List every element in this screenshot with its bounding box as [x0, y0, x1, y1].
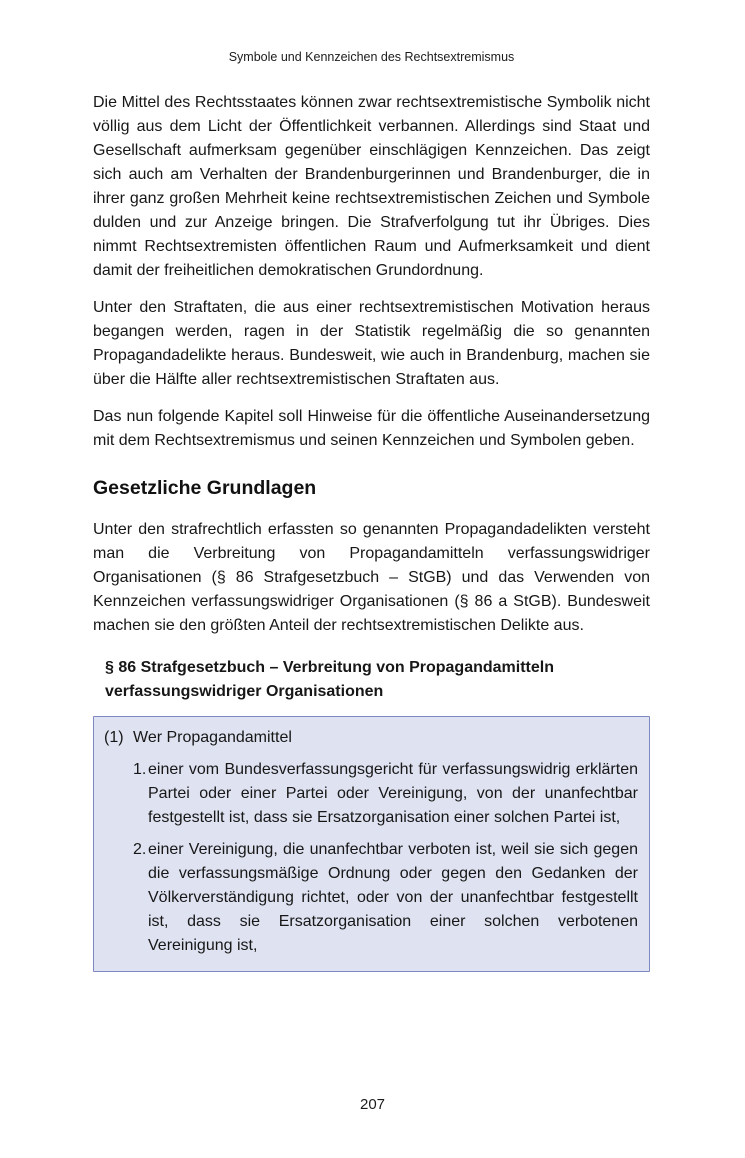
intro-paragraph-1: Die Mittel des Rechtsstaates können zwar rechtsextremistische Symbolik nicht völlig aus dem Licht der Öffentlichkeit verbannen. Allerdings sind Staat und Gesellschaft aufmerksam gegenüber einschlägigen Kennzeichen. Das zeigt sich auch am Verhalten der Brandenburgerinnen und Brandenburger, die in ihrer ganz großen Mehrheit keine rechtsextremistischen Zeichen und Symbole dulden und zur Anzeige bringen. Die Strafverfolgung tut ihr Übriges. Dies nimmt Rechtsextremisten öffentlichen Raum und Aufmerksamkeit und dient damit der freiheitlichen demokratischen Grundordnung.: [93, 94, 650, 279]
law-heading: § 86 Strafgesetzbuch – Verbreitung von Propagandamitteln verfassungswidriger Organisationen: [105, 659, 554, 700]
law-item-2: einer Vereinigung, die unanfechtbar verboten ist, weil sie sich gegen die verfassungsmäßige Ordnung oder gegen den Gedanken der Völkerverständigung richtet, oder von der unanfechtbar festgestellt ist, dass sie Ersatzorganisation einer solchen verbotenen Vereinigung ist,: [148, 841, 638, 954]
section-paragraph: Unter den strafrechtlich erfassten so genannten Propagandadelikten versteht man die Verbreitung von Propagandamitteln verfassungswidriger Organisationen (§ 86 Strafgesetzbuch – StGB) und das Verwenden von Kennzeichen verfassungswidriger Organisationen (§ 86 a StGB). Bundesweit machen sie den größten Anteil der rechtsextremistischen Delikte aus.: [93, 521, 650, 634]
law-box-list: [104, 758, 638, 958]
page-content: [93, 91, 650, 972]
law-box: [93, 716, 650, 972]
page-number: 207: [359, 1096, 386, 1113]
running-header: Symbole und Kennzeichen des Rechtsextremismus: [228, 50, 515, 64]
law-paragraph-marker: (1): [104, 729, 124, 746]
intro-paragraph-2: Unter den Straftaten, die aus einer rechtsextremistischen Motivation heraus begangen werden, ragen in der Statistik regelmäßig die so genannten Propagandadelikte heraus. Bundesweit, wie auch in Brandenburg, machen sie über die Hälfte aller rechtsextremistischen Straftaten aus.: [93, 299, 650, 388]
law-box-intro: [104, 726, 638, 750]
law-intro-text: Wer Propagandamittel: [133, 729, 292, 746]
intro-paragraph-3: Das nun folgende Kapitel soll Hinweise für die öffentliche Auseinandersetzung mit dem Rechtsextremismus und seinen Kennzeichen und Symbolen geben.: [93, 408, 650, 449]
law-item-1: einer vom Bundesverfassungsgericht für verfassungswidrig erklärten Partei oder einer Partei oder Vereinigung, von der unanfechtbar festgestellt ist, dass sie Ersatzorganisation einer solchen Partei ist,: [148, 761, 638, 826]
section-heading: Gesetzliche Grundlagen: [93, 477, 317, 499]
